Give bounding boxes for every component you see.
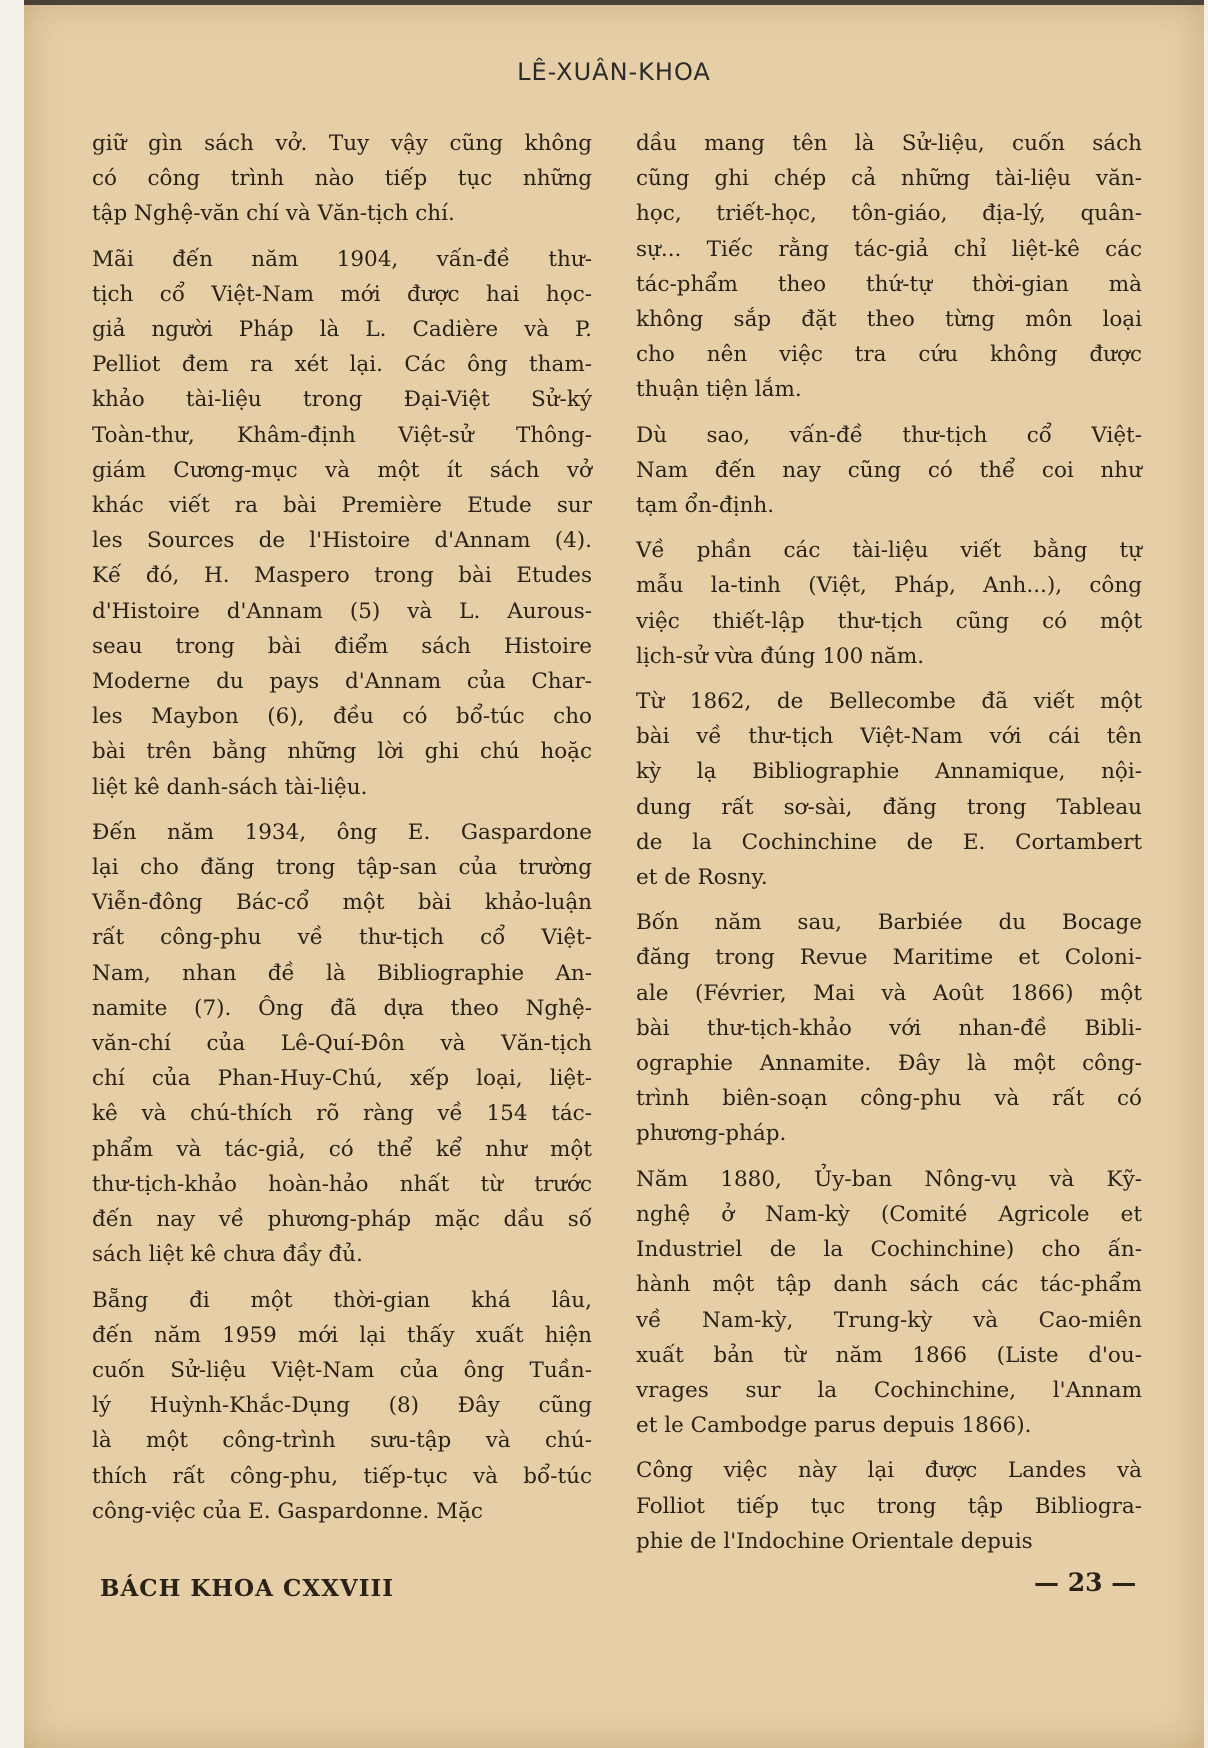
text-line: cuốn Sử-liệu Việt-Nam của ông Tuần- bbox=[92, 1357, 592, 1383]
text-line: les Sources de l'Histoire d'Annam (4). bbox=[92, 528, 592, 554]
text-line: kê và chú-thích rõ ràng về 154 tác- bbox=[92, 1101, 592, 1127]
text-line: seau trong bài điểm sách Histoire bbox=[92, 633, 592, 659]
right-column bbox=[636, 126, 1142, 1569]
text-line: Nam đến nay cũng có thể coi như bbox=[636, 457, 1142, 483]
left-column bbox=[92, 126, 592, 1539]
paragraph bbox=[636, 1453, 1142, 1559]
text-line: les Maybon (6), đều có bổ-túc cho bbox=[92, 704, 592, 730]
text-line: Folliot tiếp tục trong tập Bibliogra- bbox=[636, 1493, 1142, 1519]
text-line: ographie Annamite. Đây là một công- bbox=[636, 1051, 1142, 1077]
text-line: sách liệt kê chưa đầy đủ. bbox=[92, 1242, 363, 1268]
text-line: cho nên việc tra cứu không được bbox=[636, 342, 1142, 368]
text-line: chí của Phan-Huy-Chú, xếp loại, liệt- bbox=[92, 1066, 592, 1092]
text-line: trình biên-soạn công-phu và rất có bbox=[636, 1086, 1142, 1112]
text-line: đăng trong Revue Maritime et Coloni- bbox=[636, 945, 1142, 971]
text-line: phương-pháp. bbox=[636, 1121, 787, 1147]
text-line: tập Nghệ-văn chí và Văn-tịch chí. bbox=[92, 201, 455, 227]
publication-name: BÁCH KHOA CXXVIII bbox=[100, 1575, 395, 1602]
running-title: LÊ-XUÂN-KHOA bbox=[517, 58, 711, 86]
text-line: ale (Février, Mai và Août 1866) một bbox=[636, 980, 1142, 1006]
text-line: tạm ổn-định. bbox=[636, 493, 775, 519]
text-line: hành một tập danh sách các tác-phẩm bbox=[636, 1272, 1142, 1298]
text-line: không sắp đặt theo từng môn loại bbox=[636, 307, 1142, 333]
text-line: có công trình nào tiếp tục những bbox=[92, 166, 592, 192]
text-line: bài về thư-tịch Việt-Nam với cái tên bbox=[636, 724, 1142, 750]
text-line: bài trên bằng những lời ghi chú hoặc bbox=[92, 739, 592, 765]
text-line: rất công-phu về thư-tịch cổ Việt- bbox=[92, 925, 592, 951]
text-line: Pelliot đem ra xét lại. Các ông tham- bbox=[92, 352, 592, 378]
text-line: vrages sur la Cochinchine, l'Annam bbox=[636, 1377, 1142, 1403]
paragraph bbox=[636, 684, 1142, 895]
text-line: văn-chí của Lê-Quí-Đôn và Văn-tịch bbox=[92, 1031, 592, 1057]
text-line: học, triết-học, tôn-giáo, địa-lý, quân- bbox=[636, 201, 1142, 227]
text-line: Về phần các tài-liệu viết bằng tự bbox=[636, 538, 1142, 564]
text-line: Từ 1862, de Bellecombe đã viết một bbox=[636, 689, 1142, 715]
text-line: giữ gìn sách vở. Tuy vậy cũng không bbox=[92, 131, 592, 156]
text-line: Bẵng đi một thời-gian khá lâu, bbox=[92, 1287, 592, 1313]
text-line: đến nay về phương-pháp mặc dầu số bbox=[92, 1207, 592, 1233]
text-line: nghệ ở Nam-kỳ (Comité Agricole et bbox=[636, 1201, 1142, 1227]
text-line: đến năm 1959 mới lại thấy xuất hiện bbox=[92, 1322, 592, 1348]
text-line: liệt kê danh-sách tài-liệu. bbox=[92, 774, 368, 800]
paragraph bbox=[636, 126, 1142, 408]
text-line: sự... Tiếc rằng tác-giả chỉ liệt-kê các bbox=[636, 236, 1142, 262]
text-line: phẩm và tác-giả, có thể kể như một bbox=[92, 1136, 592, 1162]
text-line: kỳ lạ Bibliographie Annamique, nội- bbox=[636, 759, 1142, 785]
text-line: mẫu la-tinh (Việt, Pháp, Anh...), công bbox=[636, 573, 1142, 599]
text-line: Dù sao, vấn-đề thư-tịch cổ Việt- bbox=[636, 422, 1142, 448]
text-line: lại cho đăng trong tập-san của trường bbox=[92, 855, 592, 881]
text-line: khảo tài-liệu trong Đại-Việt Sử-ký bbox=[92, 387, 592, 413]
text-line: Đến năm 1934, ông E. Gaspardone bbox=[92, 819, 592, 845]
text-line: cũng ghi chép cả những tài-liệu văn- bbox=[636, 166, 1142, 192]
paragraph bbox=[636, 905, 1142, 1151]
text-line: bài thư-tịch-khảo với nhan-đề Bibli- bbox=[636, 1015, 1142, 1041]
text-line: giám Cương-mục và một ít sách vở bbox=[92, 457, 592, 483]
text-line: tịch cổ Việt-Nam mới được hai học- bbox=[92, 281, 592, 307]
paragraph bbox=[636, 533, 1142, 674]
paragraph bbox=[636, 1162, 1142, 1444]
text-line: Nam, nhan đề là Bibliographie An- bbox=[92, 960, 592, 986]
text-line: Mãi đến năm 1904, vấn-đề thư- bbox=[92, 246, 592, 272]
text-line: Moderne du pays d'Annam của Char- bbox=[92, 669, 592, 695]
paragraph bbox=[636, 418, 1142, 524]
text-line: khác viết ra bài Première Etude sur bbox=[92, 493, 592, 519]
text-line: việc thiết-lập thư-tịch cũng có một bbox=[636, 608, 1142, 634]
text-line: lịch-sử vừa đúng 100 năm. bbox=[636, 643, 925, 669]
paragraph bbox=[92, 126, 592, 232]
text-line: xuất bản từ năm 1866 (Liste d'ou- bbox=[636, 1342, 1142, 1368]
text-line: tác-phẩm theo thứ-tự thời-gian mà bbox=[636, 271, 1142, 297]
text-line: Toàn-thư, Khâm-định Việt-sử Thông- bbox=[92, 422, 592, 448]
paragraph bbox=[92, 815, 592, 1273]
page-number: — 23 — bbox=[1034, 1568, 1137, 1597]
text-line: de la Cochinchine de E. Cortambert bbox=[636, 829, 1142, 855]
text-line: thư-tịch-khảo hoàn-hảo nhất từ trước bbox=[92, 1171, 592, 1197]
text-line: là một công-trình sưu-tập và chú- bbox=[92, 1428, 592, 1454]
text-line: phie de l'Indochine Orientale depuis bbox=[636, 1528, 1033, 1554]
text-line: Industriel de la Cochinchine) cho ấn- bbox=[636, 1237, 1142, 1263]
text-line: thích rất công-phu, tiếp-tục và bổ-túc bbox=[92, 1463, 592, 1489]
text-line: Viễn-đông Bác-cổ một bài khảo-luận bbox=[92, 890, 592, 916]
scanned-page bbox=[24, 0, 1204, 1748]
text-line: et de Rosny. bbox=[636, 865, 768, 891]
paragraph bbox=[92, 242, 592, 805]
text-line: lý Huỳnh-Khắc-Dụng (8) Đây cũng bbox=[92, 1393, 592, 1419]
text-line: Bốn năm sau, Barbiée du Bocage bbox=[636, 910, 1142, 936]
text-line: d'Histoire d'Annam (5) và L. Aurous- bbox=[92, 598, 592, 624]
text-line: et le Cambodge parus depuis 1866). bbox=[636, 1413, 1032, 1439]
text-line: thuận tiện lắm. bbox=[636, 377, 802, 403]
top-border bbox=[24, 0, 1204, 5]
text-line: về Nam-kỳ, Trung-kỳ và Cao-miên bbox=[636, 1307, 1142, 1333]
text-line: dung rất sơ-sài, đăng trong Tableau bbox=[636, 794, 1142, 820]
paragraph bbox=[92, 1283, 592, 1529]
text-line: Công việc này lại được Landes và bbox=[636, 1458, 1142, 1484]
text-line: dầu mang tên là Sử-liệu, cuốn sách bbox=[636, 131, 1142, 156]
text-line: Năm 1880, Ủy-ban Nông-vụ và Kỹ- bbox=[636, 1166, 1142, 1192]
text-line: Kế đó, H. Maspero trong bài Etudes bbox=[92, 563, 592, 589]
text-line: giả người Pháp là L. Cadière và P. bbox=[92, 317, 592, 343]
text-line: công-việc của E. Gaspardonne. Mặc bbox=[92, 1498, 483, 1524]
text-line: namite (7). Ông đã dựa theo Nghệ- bbox=[92, 995, 592, 1021]
